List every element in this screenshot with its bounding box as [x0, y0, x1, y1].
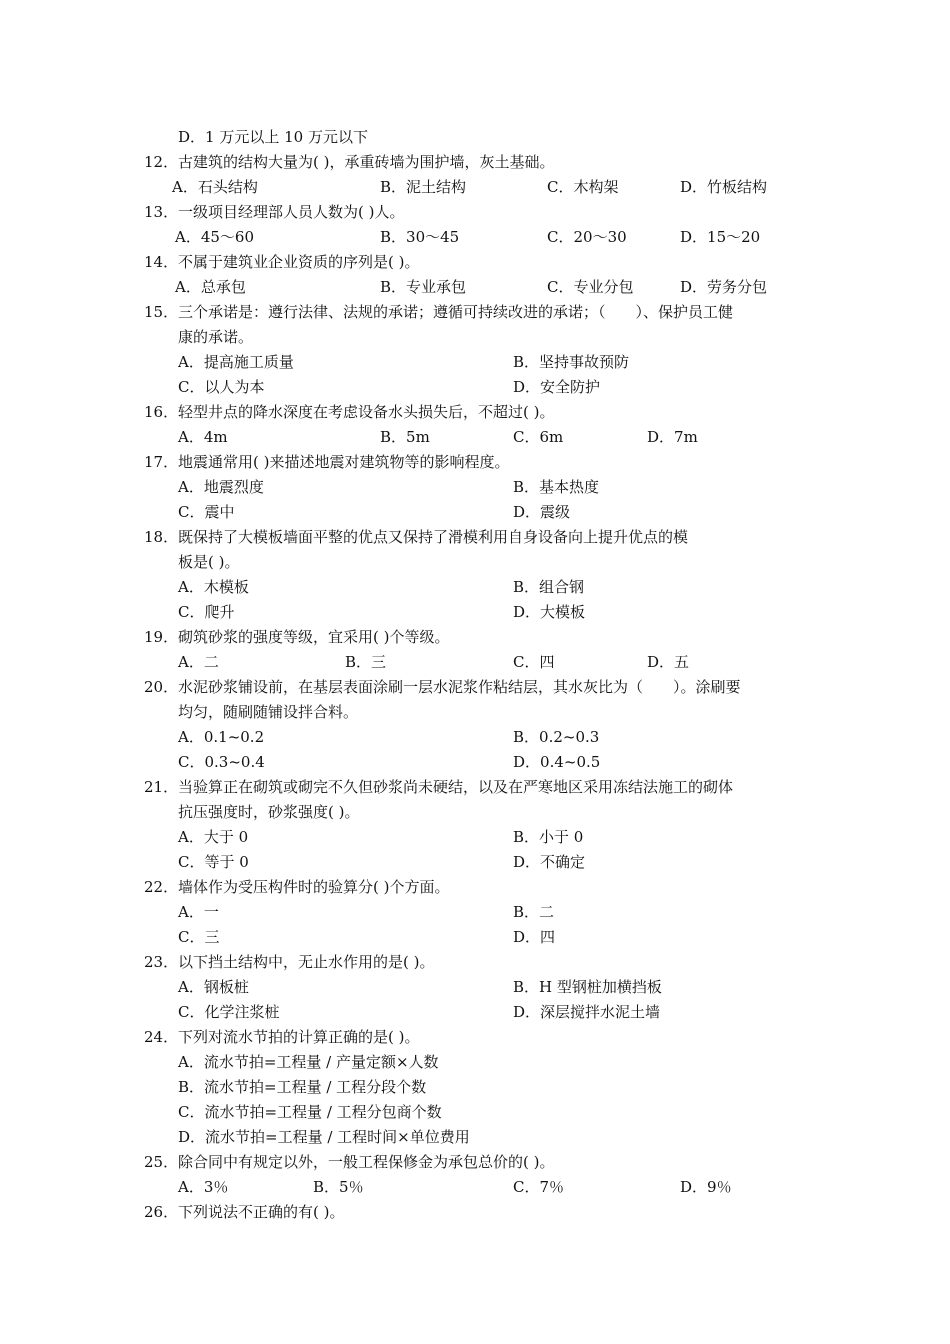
answer-option: C．三 [178, 928, 220, 946]
question-text: 不属于建筑业企业资质的序列是( )。 [178, 253, 420, 271]
question-number: 25． [144, 1153, 179, 1171]
answer-option: C．7％ [513, 1178, 565, 1196]
question-number: 15． [144, 303, 179, 321]
answer-option: B．专业承包 [380, 278, 467, 296]
question-number: 21． [144, 778, 179, 796]
answer-option: 抗压强度时，砂浆强度( )。 [178, 803, 360, 821]
answer-option: D．四 [513, 928, 556, 946]
answer-option: B．坚持事故预防 [513, 353, 630, 371]
answer-option: C．专业分包 [547, 278, 634, 296]
answer-option: A．45～60 [175, 228, 255, 246]
answer-option: A．流水节拍=工程量 / 产量定额×人数 [178, 1053, 439, 1071]
answer-option: A．木模板 [178, 578, 249, 596]
answer-option: D．1 万元以上 10 万元以下 [178, 128, 368, 146]
answer-option: A．大于 0 [178, 828, 249, 846]
question-number: 23． [144, 953, 179, 971]
answer-option: A．总承包 [175, 278, 246, 296]
answer-option: A．3％ [178, 1178, 229, 1196]
question-number: 20． [144, 678, 179, 696]
answer-option: C．木构架 [547, 178, 619, 196]
answer-option: A．二 [178, 653, 219, 671]
answer-option: D．深层搅拌水泥土墙 [513, 1003, 661, 1021]
answer-option: B．三 [345, 653, 387, 671]
answer-option: D．竹板结构 [680, 178, 768, 196]
question-text: 下列对流水节拍的计算正确的是( )。 [178, 1028, 420, 1046]
question-text: 下列说法不正确的有( )。 [178, 1203, 345, 1221]
question-number: 13． [144, 203, 179, 221]
answer-option: D．震级 [513, 503, 571, 521]
question-number: 18． [144, 528, 179, 546]
question-number: 17． [144, 453, 179, 471]
question-number: 16． [144, 403, 179, 421]
answer-option: C．等于 0 [178, 853, 249, 871]
answer-option: B．泥土结构 [380, 178, 467, 196]
question-text: 轻型井点的降水深度在考虑设备水头损失后，不超过( )。 [178, 403, 555, 421]
answer-option: B．5％ [313, 1178, 364, 1196]
question-number: 14． [144, 253, 179, 271]
answer-option: C．6m [513, 428, 564, 446]
answer-option: 均匀，随刷随铺设拌合料。 [178, 703, 359, 721]
answer-option: A．4m [178, 428, 228, 446]
question-number: 22． [144, 878, 179, 896]
question-text: 既保持了大模板墙面平整的优点又保持了滑模利用自身设备向上提升优点的模 [178, 528, 689, 546]
answer-option: A．0.1~0.2 [178, 728, 265, 746]
answer-option: D．15～20 [680, 228, 761, 246]
question-text: 砌筑砂浆的强度等级，宜采用( )个等级。 [178, 628, 450, 646]
question-text: 水泥砂浆铺设前，在基层表面涂刷一层水泥浆作粘结层，其水灰比为（ ）。涂刷要 [178, 678, 741, 696]
answer-option: D．9％ [680, 1178, 732, 1196]
answer-option: C．震中 [178, 503, 235, 521]
answer-option: A．提高施工质量 [178, 353, 294, 371]
answer-option: B．流水节拍=工程量 / 工程分段个数 [178, 1078, 427, 1096]
answer-option: D．五 [647, 653, 690, 671]
answer-option: C．爬升 [178, 603, 235, 621]
answer-option: B．H 型钢桩加横挡板 [513, 978, 662, 996]
answer-option: B．5m [380, 428, 430, 446]
question-text: 地震通常用( )来描述地震对建筑物等的影响程度。 [178, 453, 510, 471]
question-text: 墙体作为受压构件时的验算分( )个方面。 [178, 878, 450, 896]
answer-option: 板是( )。 [178, 553, 240, 571]
answer-option: D．不确定 [513, 853, 586, 871]
answer-option: B．小于 0 [513, 828, 584, 846]
question-text: 当验算正在砌筑或砌完不久但砂浆尚未硬结，以及在严寒地区采用冻结法施工的砌体 [178, 778, 734, 796]
answer-option: D．大模板 [513, 603, 586, 621]
answer-option: B．30～45 [380, 228, 460, 246]
question-text: 一级项目经理部人员人数为( )人。 [178, 203, 405, 221]
answer-option: C．以人为本 [178, 378, 265, 396]
answer-option: D．流水节拍=工程量 / 工程时间×单位费用 [178, 1128, 470, 1146]
answer-option: C．0.3~0.4 [178, 753, 265, 771]
question-text: 三个承诺是：遵行法律、法规的承诺；遵循可持续改进的承诺；（ ）、保护员工健 [178, 303, 734, 321]
answer-option: D．7m [647, 428, 698, 446]
answer-option: A．石头结构 [172, 178, 258, 196]
question-text: 除合同中有规定以外，一般工程保修金为承包总价的( )。 [178, 1153, 555, 1171]
answer-option: A．一 [178, 903, 219, 921]
question-number: 24． [144, 1028, 179, 1046]
answer-option: B．组合钢 [513, 578, 585, 596]
answer-option: D．0.4~0.5 [513, 753, 601, 771]
answer-option: B．0.2~0.3 [513, 728, 600, 746]
answer-option: C．流水节拍=工程量 / 工程分包商个数 [178, 1103, 442, 1121]
answer-option: 康的承诺。 [178, 328, 254, 346]
answer-option: C．化学注浆桩 [178, 1003, 280, 1021]
answer-option: A．地震烈度 [178, 478, 264, 496]
answer-option: D．安全防护 [513, 378, 601, 396]
answer-option: A．钢板桩 [178, 978, 249, 996]
question-text: 古建筑的结构大量为( )，承重砖墙为围护墙，灰土基础。 [178, 153, 555, 171]
question-number: 12． [144, 153, 179, 171]
answer-option: C．20～30 [547, 228, 627, 246]
answer-option: D．劳务分包 [680, 278, 768, 296]
question-number: 26． [144, 1203, 179, 1221]
question-text: 以下挡土结构中，无止水作用的是( )。 [178, 953, 435, 971]
answer-option: C．四 [513, 653, 555, 671]
question-number: 19． [144, 628, 179, 646]
answer-option: B．二 [513, 903, 555, 921]
answer-option: B．基本热度 [513, 478, 600, 496]
